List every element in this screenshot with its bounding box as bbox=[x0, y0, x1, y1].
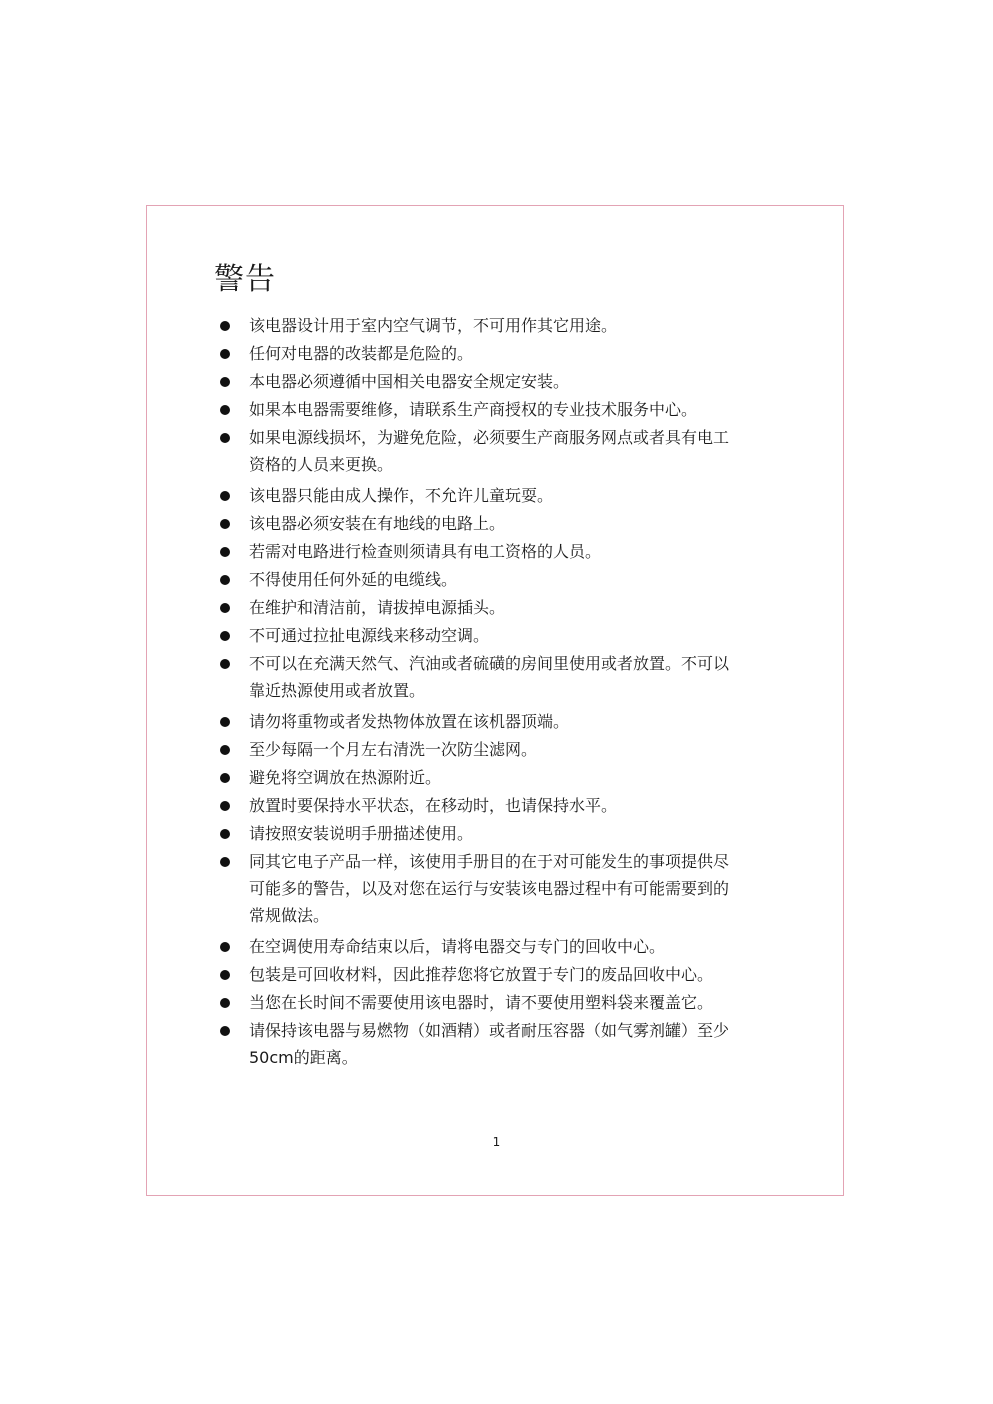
bullet-icon bbox=[220, 1026, 230, 1036]
list-item-text: 至少每隔一个月左右清洗一次防尘滤网。 bbox=[249, 740, 538, 759]
bullet-icon bbox=[220, 321, 230, 331]
list-item-text: 不得使用任何外延的电缆线。 bbox=[249, 570, 458, 589]
list-item bbox=[218, 650, 808, 704]
bullet-icon bbox=[220, 659, 230, 669]
bullet-icon bbox=[220, 717, 230, 727]
list-item bbox=[218, 792, 808, 819]
list-item bbox=[218, 708, 808, 735]
list-item-text: 如果本电器需要维修，请联系生产商授权的专业技术服务中心。 bbox=[249, 400, 698, 419]
list-item bbox=[218, 340, 808, 367]
list-item bbox=[218, 1017, 808, 1071]
bullet-icon bbox=[220, 970, 230, 980]
list-item-text: 当您在长时间不需要使用该电器时，请不要使用塑料袋来覆盖它。 bbox=[249, 993, 714, 1012]
list-item bbox=[218, 989, 808, 1016]
list-item-text: 本电器必须遵循中国相关电器安全规定安装。 bbox=[249, 372, 570, 391]
list-item-text: 包装是可回收材料，因此推荐您将它放置于专门的废品回收中心。 bbox=[249, 965, 714, 984]
list-item-text: 不可以在充满天然气、汽油或者硫磺的房间里使用或者放置。不可以 靠近热源使用或者放置。 bbox=[249, 654, 730, 700]
list-item bbox=[218, 538, 808, 565]
list-item bbox=[218, 764, 808, 791]
bullet-icon bbox=[220, 745, 230, 755]
list-item bbox=[218, 510, 808, 537]
list-item bbox=[218, 312, 808, 339]
list-item-text: 放置时要保持水平状态，在移动时，也请保持水平。 bbox=[249, 796, 618, 815]
list-item-text: 该电器设计用于室内空气调节，不可用作其它用途。 bbox=[249, 316, 618, 335]
list-item-text: 请保持该电器与易燃物（如酒精）或者耐压容器（如气雾剂罐）至少 50cm的距离。 bbox=[249, 1021, 730, 1067]
bullet-icon bbox=[220, 377, 230, 387]
bullet-icon bbox=[220, 603, 230, 613]
bullet-icon bbox=[220, 801, 230, 811]
list-item bbox=[218, 848, 808, 929]
list-item-text: 在维护和清洁前，请拔掉电源插头。 bbox=[249, 598, 506, 617]
list-item-text: 避免将空调放在热源附近。 bbox=[249, 768, 442, 787]
bullet-icon bbox=[220, 631, 230, 641]
list-item-text: 同其它电子产品一样，该使用手册目的在于对可能发生的事项提供尽 可能多的警告，以及对您在运行与安装该电器过程中有可能需要到的 常规做法。 bbox=[249, 852, 730, 925]
bullet-icon bbox=[220, 433, 230, 443]
bullet-icon bbox=[220, 942, 230, 952]
list-item bbox=[218, 396, 808, 423]
list-item-text: 该电器只能由成人操作，不允许儿童玩耍。 bbox=[249, 486, 554, 505]
list-item bbox=[218, 482, 808, 509]
list-item bbox=[218, 566, 808, 593]
list-item-text: 不可通过拉扯电源线来移动空调。 bbox=[249, 626, 490, 645]
list-item-text: 若需对电路进行检查则须请具有电工资格的人员。 bbox=[249, 542, 602, 561]
bullet-icon bbox=[220, 857, 230, 867]
bullet-icon bbox=[220, 547, 230, 557]
bullet-icon bbox=[220, 575, 230, 585]
list-item bbox=[218, 961, 808, 988]
bullet-icon bbox=[220, 349, 230, 359]
list-item bbox=[218, 736, 808, 763]
bullet-icon bbox=[220, 405, 230, 415]
list-item-text: 请勿将重物或者发热物体放置在该机器顶端。 bbox=[249, 712, 570, 731]
bullet-icon bbox=[220, 773, 230, 783]
list-item bbox=[218, 933, 808, 960]
list-item-text: 任何对电器的改装都是危险的。 bbox=[249, 344, 474, 363]
list-item bbox=[218, 820, 808, 847]
list-item-text: 在空调使用寿命结束以后，请将电器交与专门的回收中心。 bbox=[249, 937, 666, 956]
bullet-icon bbox=[220, 998, 230, 1008]
bullet-icon bbox=[220, 829, 230, 839]
list-item bbox=[218, 622, 808, 649]
list-item bbox=[218, 424, 808, 478]
warning-list bbox=[218, 312, 808, 1075]
list-item-text: 如果电源线损坏，为避免危险，必须要生产商服务网点或者具有电工 资格的人员来更换。 bbox=[249, 428, 730, 474]
bullet-icon bbox=[220, 491, 230, 501]
list-item bbox=[218, 368, 808, 395]
page-title: 警告 bbox=[214, 262, 276, 297]
list-item bbox=[218, 594, 808, 621]
page-number: 1 bbox=[492, 1135, 501, 1149]
list-item-text: 请按照安装说明手册描述使用。 bbox=[249, 824, 474, 843]
bullet-icon bbox=[220, 519, 230, 529]
list-item-text: 该电器必须安装在有地线的电路上。 bbox=[249, 514, 506, 533]
